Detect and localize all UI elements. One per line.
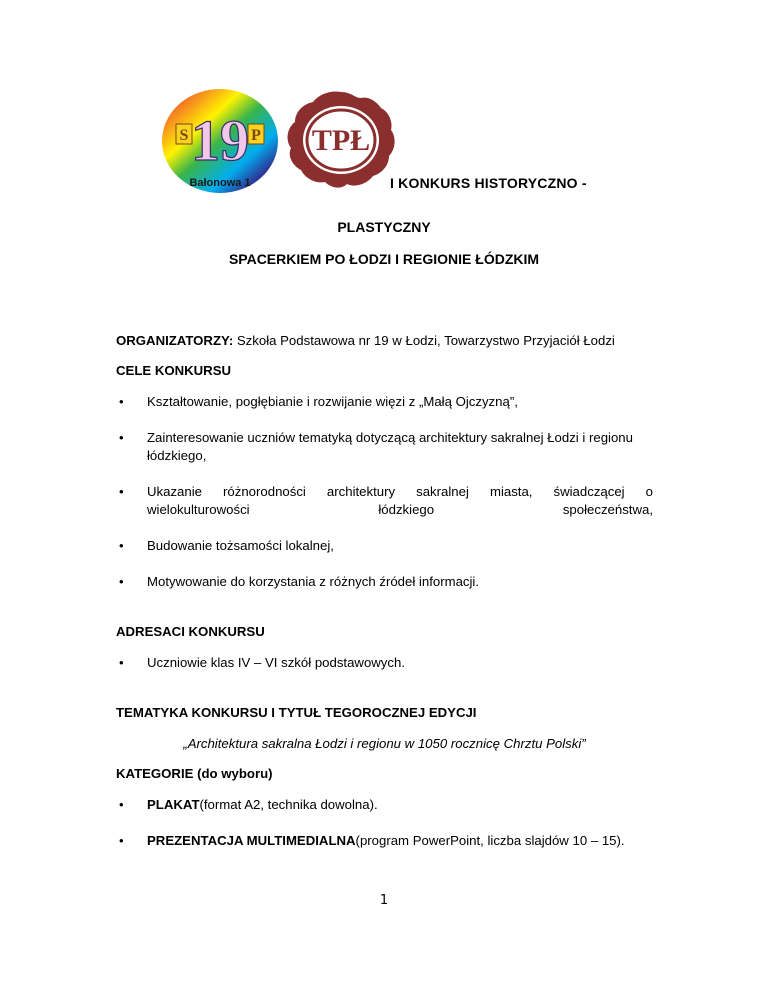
goals-item: [116, 573, 653, 591]
tpl-society-logo: [285, 90, 397, 190]
bullet-icon: •: [119, 484, 124, 499]
goals-item-text: Motywowanie do korzystania z różnych źródeł informacji.: [147, 574, 480, 589]
goals-list: [116, 393, 653, 591]
category-item: [116, 832, 653, 850]
school-logo-letter-p: P: [251, 127, 261, 144]
category-details: (program PowerPoint, liczba slajdów 10 – 15).: [355, 833, 625, 848]
category-name: PREZENTACJA MULTIMEDIALNA: [147, 833, 356, 848]
recipients-list: [116, 654, 653, 672]
categories-list: [116, 796, 653, 850]
organizers-label: ORGANIZATORZY:: [116, 333, 234, 348]
theme-quote: „Architektura sakralna Łodzi i regionu w 1050 rocznicę Chrztu Polski”: [183, 736, 586, 751]
goals-item-text: Zainteresowanie uczniów tematyką dotyczącą architektury sakralnej Łodzi i regionu łódzkiego,: [147, 430, 633, 463]
bullet-icon: •: [119, 394, 124, 409]
recipients-heading: ADRESACI KONKURSU: [116, 624, 265, 639]
theme-heading: TEMATYKA KONKURSU I TYTUŁ TEGOROCZNEJ EDYCJI: [116, 705, 477, 720]
bullet-icon: •: [119, 430, 124, 445]
bullet-icon: •: [119, 538, 124, 553]
bullet-icon: •: [119, 574, 124, 589]
goals-item-text: Budowanie tożsamości lokalnej,: [147, 538, 334, 553]
school-logo-number: 19: [191, 108, 249, 173]
school-logo-caption: Bałonowa 1: [189, 177, 251, 189]
recipients-item-text: Uczniowie klas IV – VI szkół podstawowych.: [147, 655, 405, 670]
organizers-paragraph: [116, 332, 653, 350]
title-line-3: SPACERKIEM PO ŁODZI I REGIONIE ŁÓDZKIM: [228, 251, 540, 267]
goals-item: [116, 429, 653, 465]
document-body: [116, 332, 653, 850]
tpl-logo-text: TPŁ: [311, 124, 371, 157]
goals-item-text: Kształtowanie, pogłębianie i rozwijanie więzi z „Małą Ojczyzną”,: [147, 394, 518, 409]
organizers-text: Szkoła Podstawowa nr 19 w Łodzi, Towarzystwo Przyjaciół Łodzi: [236, 333, 615, 348]
title-line-2: PLASTYCZNY: [337, 219, 431, 235]
category-name: PLAKAT: [147, 797, 200, 812]
categories-heading: KATEGORIE (do wyboru): [116, 766, 273, 781]
category-details: (format A2, technika dowolna).: [199, 797, 378, 812]
goals-item-text: Ukazanie różnorodności architektury sakralnej miasta, świadczącej o wielokulturowości łódzkiego społeczeństwa,: [147, 484, 653, 517]
bullet-icon: •: [119, 797, 124, 812]
goals-heading: CELE KONKURSU: [116, 363, 232, 378]
category-item: [116, 796, 653, 814]
goals-item: [116, 393, 653, 411]
bullet-icon: •: [119, 833, 124, 848]
school-19-logo: [160, 88, 280, 194]
logos-header: [160, 88, 420, 198]
goals-item: [116, 483, 653, 519]
goals-item: [116, 537, 653, 555]
school-logo-letter-s: S: [179, 127, 189, 144]
bullet-icon: •: [119, 655, 124, 670]
recipients-item: [116, 654, 653, 672]
page-number: 1: [379, 893, 389, 908]
title-line-1: I KONKURS HISTORYCZNO -: [390, 175, 587, 191]
